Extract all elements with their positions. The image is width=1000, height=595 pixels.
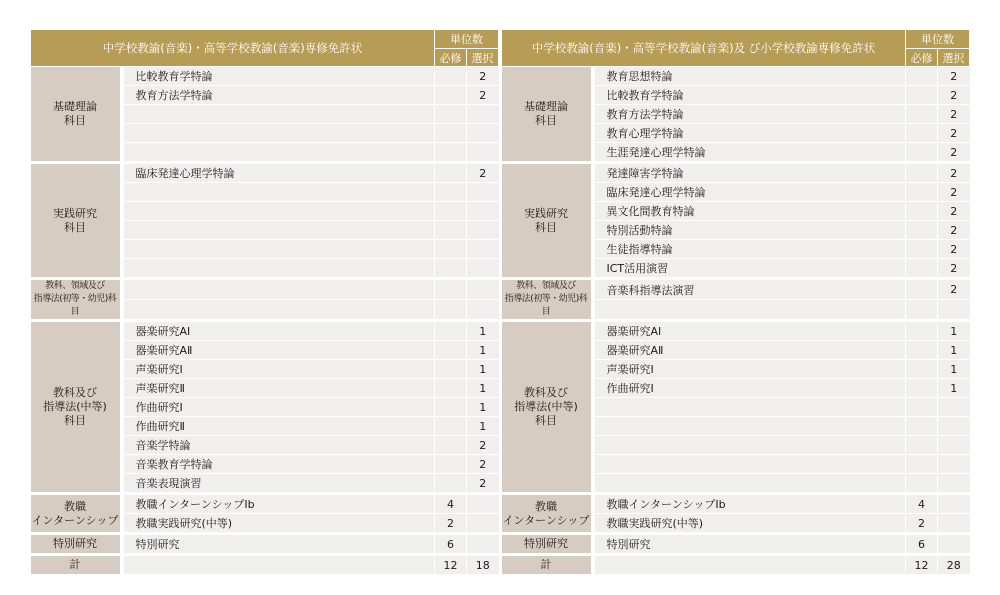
required-credits-cell: 2 xyxy=(435,514,467,534)
required-credits-cell xyxy=(906,417,938,436)
subject-cell: 教職インターンシップⅠb xyxy=(595,494,906,514)
table-row xyxy=(502,494,970,514)
required-credits-cell xyxy=(906,240,938,259)
subject-cell: 声楽研究Ⅰ xyxy=(124,360,435,379)
units-header: 単位数 xyxy=(435,30,499,49)
category-label: 教職 インターンシップ xyxy=(502,494,591,534)
required-credits-cell xyxy=(435,163,467,183)
elective-credits-cell: 2 xyxy=(938,240,970,259)
subject-cell: 作曲研究Ⅰ xyxy=(124,398,435,417)
elective-credits-cell xyxy=(467,279,499,300)
subject-cell xyxy=(124,240,435,259)
elective-credits-cell: 2 xyxy=(467,474,499,494)
subject-cell: 特別活動特論 xyxy=(595,221,906,240)
subject-cell xyxy=(595,474,906,494)
required-header: 必修 xyxy=(435,49,467,67)
elective-credits-cell xyxy=(938,300,970,321)
elective-credits-cell: 2 xyxy=(467,436,499,455)
subject-cell: 比較教育学特論 xyxy=(124,67,435,86)
required-credits-cell xyxy=(906,259,938,279)
elective-credits-cell: 2 xyxy=(938,221,970,240)
credit-table-junior-high-high-school xyxy=(30,29,499,577)
required-credits-cell xyxy=(906,474,938,494)
table-row xyxy=(502,279,970,300)
subject-cell: 教職インターンシップⅠb xyxy=(124,494,435,514)
elective-credits-cell: 2 xyxy=(467,86,499,105)
elective-credits-cell: 1 xyxy=(467,360,499,379)
category-label: 計 xyxy=(502,555,591,576)
elective-credits-cell xyxy=(938,494,970,514)
table-row xyxy=(31,555,499,576)
subject-cell: 器楽研究AⅠ xyxy=(124,321,435,341)
subject-cell: 作曲研究Ⅰ xyxy=(595,379,906,398)
category-label: 教職 インターンシップ xyxy=(31,494,120,534)
subject-cell xyxy=(595,417,906,436)
required-credits-cell: 6 xyxy=(435,534,467,555)
elective-credits-cell: 28 xyxy=(938,555,970,576)
elective-credits-cell xyxy=(938,474,970,494)
category-label: 基礎理論 科目 xyxy=(502,67,591,163)
elective-credits-cell: 1 xyxy=(467,417,499,436)
required-credits-cell xyxy=(906,279,938,300)
subject-cell: 教職実践研究(中等) xyxy=(124,514,435,534)
elective-credits-cell: 2 xyxy=(938,259,970,279)
elective-credits-cell xyxy=(467,221,499,240)
required-credits-cell xyxy=(906,202,938,221)
required-credits-cell xyxy=(906,67,938,86)
subject-cell: 声楽研究Ⅱ xyxy=(124,379,435,398)
elective-credits-cell: 1 xyxy=(938,321,970,341)
required-header: 必修 xyxy=(906,49,938,67)
required-credits-cell xyxy=(906,300,938,321)
subject-cell: 教育心理学特論 xyxy=(595,124,906,143)
required-credits-cell xyxy=(435,124,467,143)
required-credits-cell xyxy=(435,202,467,221)
subject-cell xyxy=(124,259,435,279)
subject-cell xyxy=(124,183,435,202)
required-credits-cell: 6 xyxy=(906,534,938,555)
elective-credits-cell xyxy=(467,183,499,202)
subject-cell: ICT活用演習 xyxy=(595,259,906,279)
subject-cell xyxy=(124,143,435,163)
elective-credits-cell xyxy=(467,105,499,124)
elective-credits-cell xyxy=(938,417,970,436)
elective-credits-cell xyxy=(467,240,499,259)
table-row xyxy=(502,555,970,576)
required-credits-cell xyxy=(906,360,938,379)
subject-cell xyxy=(595,555,906,576)
required-credits-cell xyxy=(435,341,467,360)
required-credits-cell: 12 xyxy=(906,555,938,576)
subject-cell: 音楽教育学特論 xyxy=(124,455,435,474)
elective-credits-cell xyxy=(938,436,970,455)
required-credits-cell xyxy=(906,124,938,143)
table-row xyxy=(31,279,499,300)
elective-header: 選択 xyxy=(467,49,499,67)
required-credits-cell: 4 xyxy=(906,494,938,514)
table-row xyxy=(31,163,499,183)
category-label: 教科及び 指導法(中等) 科目 xyxy=(502,321,591,494)
elective-credits-cell: 2 xyxy=(938,202,970,221)
elective-credits-cell xyxy=(467,143,499,163)
subject-cell: 発達障害学特論 xyxy=(595,163,906,183)
elective-credits-cell: 1 xyxy=(467,379,499,398)
category-label: 実践研究 科目 xyxy=(31,163,120,279)
elective-credits-cell: 1 xyxy=(938,360,970,379)
credit-table-with-elementary-school xyxy=(501,29,970,577)
subject-cell: 器楽研究AⅠ xyxy=(595,321,906,341)
table-title: 中学校教諭(音楽)・高等学校教諭(音楽)及 び小学校教諭専修免許状 xyxy=(502,30,906,67)
elective-credits-cell: 2 xyxy=(938,143,970,163)
category-label: 特別研究 xyxy=(502,534,591,555)
subject-cell xyxy=(124,202,435,221)
subject-cell: 器楽研究AⅡ xyxy=(124,341,435,360)
category-label: 計 xyxy=(31,555,120,576)
required-credits-cell xyxy=(435,143,467,163)
elective-credits-cell: 1 xyxy=(467,398,499,417)
subject-cell xyxy=(595,436,906,455)
subject-cell: 特別研究 xyxy=(595,534,906,555)
subject-cell: 教職実践研究(中等) xyxy=(595,514,906,534)
elective-header: 選択 xyxy=(938,49,970,67)
subject-cell xyxy=(124,124,435,143)
subject-cell xyxy=(124,279,435,300)
required-credits-cell xyxy=(435,240,467,259)
elective-credits-cell: 2 xyxy=(938,279,970,300)
required-credits-cell xyxy=(435,360,467,379)
elective-credits-cell: 1 xyxy=(467,321,499,341)
table-row xyxy=(31,494,499,514)
category-label: 基礎理論 科目 xyxy=(31,67,120,163)
units-header: 単位数 xyxy=(906,30,970,49)
required-credits-cell xyxy=(906,379,938,398)
table-row xyxy=(502,163,970,183)
required-credits-cell: 4 xyxy=(435,494,467,514)
subject-cell: 声楽研究Ⅰ xyxy=(595,360,906,379)
elective-credits-cell xyxy=(467,202,499,221)
elective-credits-cell: 18 xyxy=(467,555,499,576)
elective-credits-cell xyxy=(467,259,499,279)
elective-credits-cell: 2 xyxy=(938,105,970,124)
elective-credits-cell: 1 xyxy=(938,379,970,398)
table-row xyxy=(31,321,499,341)
required-credits-cell xyxy=(906,455,938,474)
elective-credits-cell: 2 xyxy=(467,163,499,183)
subject-cell: 作曲研究Ⅱ xyxy=(124,417,435,436)
subject-cell: 音楽科指導法演習 xyxy=(595,279,906,300)
elective-credits-cell: 2 xyxy=(938,124,970,143)
required-credits-cell xyxy=(906,163,938,183)
subject-cell: 教育方法学特論 xyxy=(124,86,435,105)
subject-cell: 比較教育学特論 xyxy=(595,86,906,105)
subject-cell: 教育思想特論 xyxy=(595,67,906,86)
subject-cell: 音楽表現演習 xyxy=(124,474,435,494)
elective-credits-cell: 1 xyxy=(467,341,499,360)
elective-credits-cell xyxy=(938,514,970,534)
required-credits-cell xyxy=(435,321,467,341)
required-credits-cell xyxy=(435,183,467,202)
elective-credits-cell xyxy=(467,534,499,555)
elective-credits-cell xyxy=(467,300,499,321)
required-credits-cell xyxy=(906,86,938,105)
category-label: 実践研究 科目 xyxy=(502,163,591,279)
category-label: 教科、領域及び 指導法(初等・幼児)科目 xyxy=(502,279,591,321)
subject-cell xyxy=(124,105,435,124)
elective-credits-cell xyxy=(938,534,970,555)
category-label: 特別研究 xyxy=(31,534,120,555)
required-credits-cell xyxy=(435,300,467,321)
elective-credits-cell: 2 xyxy=(467,455,499,474)
table-row xyxy=(31,67,499,86)
required-credits-cell xyxy=(906,341,938,360)
category-label: 教科及び 指導法(中等) 科目 xyxy=(31,321,120,494)
elective-credits-cell: 1 xyxy=(938,341,970,360)
subject-cell xyxy=(595,300,906,321)
table-title: 中学校教諭(音楽)・高等学校教諭(音楽)専修免許状 xyxy=(31,30,435,67)
elective-credits-cell: 2 xyxy=(938,183,970,202)
elective-credits-cell: 2 xyxy=(938,86,970,105)
elective-credits-cell xyxy=(467,514,499,534)
category-label: 教科、領域及び 指導法(初等・幼児)科目 xyxy=(31,279,120,321)
elective-credits-cell: 2 xyxy=(938,67,970,86)
subject-cell: 異文化間教育特論 xyxy=(595,202,906,221)
elective-credits-cell: 2 xyxy=(938,163,970,183)
table-row xyxy=(502,67,970,86)
required-credits-cell xyxy=(435,105,467,124)
required-credits-cell xyxy=(435,474,467,494)
required-credits-cell xyxy=(906,321,938,341)
required-credits-cell xyxy=(435,67,467,86)
table-row xyxy=(31,534,499,555)
required-credits-cell xyxy=(435,398,467,417)
elective-credits-cell xyxy=(467,124,499,143)
subject-cell xyxy=(124,555,435,576)
required-credits-cell xyxy=(435,279,467,300)
required-credits-cell xyxy=(906,398,938,417)
required-credits-cell xyxy=(435,221,467,240)
required-credits-cell xyxy=(906,143,938,163)
required-credits-cell xyxy=(435,417,467,436)
subject-cell: 器楽研究AⅡ xyxy=(595,341,906,360)
required-credits-cell xyxy=(906,436,938,455)
required-credits-cell xyxy=(435,455,467,474)
subject-cell: 臨床発達心理学特論 xyxy=(124,163,435,183)
table-row xyxy=(502,321,970,341)
subject-cell xyxy=(595,455,906,474)
subject-cell: 教育方法学特論 xyxy=(595,105,906,124)
subject-cell: 生涯発達心理学特論 xyxy=(595,143,906,163)
subject-cell xyxy=(595,398,906,417)
required-credits-cell xyxy=(435,436,467,455)
elective-credits-cell: 2 xyxy=(467,67,499,86)
required-credits-cell: 12 xyxy=(435,555,467,576)
elective-credits-cell xyxy=(938,455,970,474)
elective-credits-cell xyxy=(467,494,499,514)
required-credits-cell: 2 xyxy=(906,514,938,534)
subject-cell: 音楽学特論 xyxy=(124,436,435,455)
subject-cell xyxy=(124,221,435,240)
subject-cell: 臨床発達心理学特論 xyxy=(595,183,906,202)
table-row xyxy=(502,534,970,555)
required-credits-cell xyxy=(906,221,938,240)
required-credits-cell xyxy=(906,183,938,202)
required-credits-cell xyxy=(906,105,938,124)
subject-cell: 生徒指導特論 xyxy=(595,240,906,259)
elective-credits-cell xyxy=(938,398,970,417)
required-credits-cell xyxy=(435,86,467,105)
required-credits-cell xyxy=(435,259,467,279)
required-credits-cell xyxy=(435,379,467,398)
subject-cell: 特別研究 xyxy=(124,534,435,555)
subject-cell xyxy=(124,300,435,321)
